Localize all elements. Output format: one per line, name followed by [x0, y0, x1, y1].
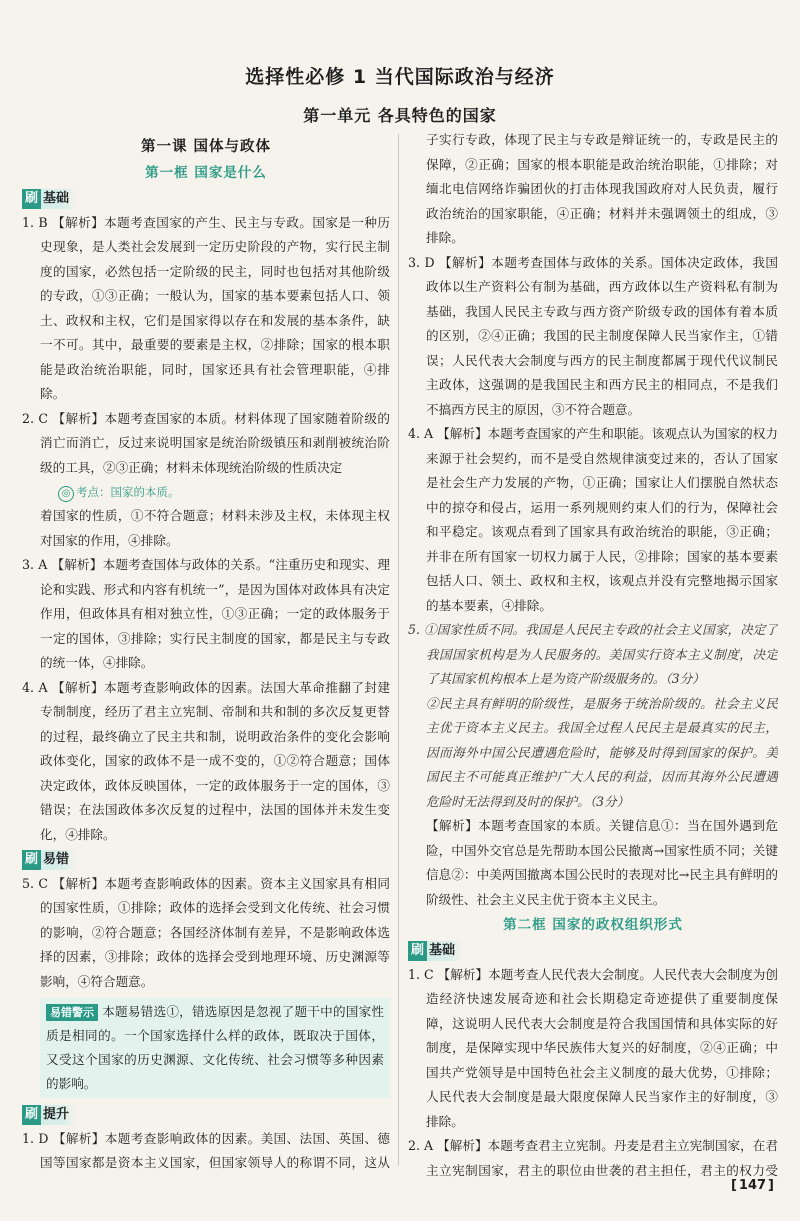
handwritten-answer: 5. ①国家性质不同。我国是人民民主专政的社会主义国家，决定了我国国家机构是为人民服务的。美国实行资本主义制度，决定了其国家机构根本上是为资产阶级服务的。（3分） ②民主具有鲜明的阶级性，是服务于统治阶级的。社会主义民主优于资本主义民主。我国全过程人民民主是最真实的民主，因而海外中国公民遭遇危险时，能够及时得到国家的保护。美国民主不可能真正维护广大人民的利益，因而其海外公民遭遇危险时无法得到及时的保护。（3分） — [408, 622, 778, 809]
exam-point-icon: ◎ — [58, 486, 74, 502]
note-text: 考点：国家的本质。 — [76, 485, 180, 499]
exam-point-note — [22, 482, 390, 502]
answer-item: 4. A 【解析】本题考查影响政体的因素。法国大革命推翻了封建专制制度，经历了君主立宪制、帝制和共和制的多次反复更替的过程，最终确立了民主共和制，说明政治条件的变化会影响政体变化，国家的政体不是一成不变的，①②符合题意；国体决定政体，政体反映国体，一定的政体服务于一定的国体，③错误；在法国政体多次反复的过程中，法国的国体并未发生变化，④排除。 — [22, 679, 390, 842]
page-number: [ 147 ] — [730, 1178, 774, 1193]
answer-item: 1. B 【解析】本题考查国家的产生、民主与专政。国家是一种历史现象，是人类社会发展到一定历史阶段的产物，实行民主制度的国家，必然包括一定阶级的民主，同时也包括对其他阶级的专政，①③正确；一般认为，国家的基本要素包括人口、领土、政权和主权，它们是国家得以存在和发展的基本条件，缺一不可。其中，最重要的要素是主权，②排除；国家的根本职能是政治统治职能，同时，国家还具有社会管理职能，④排除。 — [22, 214, 390, 401]
tag-label: 易错 — [43, 852, 70, 867]
unit-title: 第一单元 各具特色的国家 — [303, 106, 497, 125]
page-header — [0, 62, 800, 126]
answer-item: 1. D 【解析】本题考查影响政体的因素。美国、法国、英国、德国等国家都是资本主义国家，但国家领导人的称谓不同，这从 — [22, 1130, 390, 1170]
shua-icon: 刷 — [408, 941, 427, 961]
tag-basic — [22, 189, 77, 209]
right-column — [408, 128, 778, 1181]
tag-label: 提升 — [43, 1107, 70, 1122]
answer-item: 子实行专政，体现了民主与专政是辩证统一的，专政是民主的保障，②正确；国家的根本职能是政治统治职能，①排除；对缅北电信网络诈骗团伙的打击体现我国政府对人民负责，履行政治统治的国家职能，④正确；材料并未强调领土的组成，③排除。 — [426, 132, 778, 245]
warning-text: 本题易错选①，错选原因是忽视了题干中的国家性质是相同的。一个国家选择什么样的政体，既取决于国体，又受这个国家的历史渊源、文化传统、社会习惯等多种因素的影响。 — [46, 1004, 384, 1091]
shua-icon: 刷 — [22, 850, 41, 870]
tag-improve — [22, 1105, 77, 1125]
mistake-warning-box — [40, 998, 390, 1098]
column-divider — [398, 134, 399, 1166]
lesson-title: 第一课 国体与政体 — [140, 139, 272, 155]
answer-item: 4. A 【解析】本题考查国家的产生和职能。该观点认为国家的权力来源于社会契约，而不是受自然规律演变过来的，否认了国家是社会生产力发展的产物，①正确；国家让人们摆脱自然状态中的掠夺和侵占，运用一系列规则约束人们的行为，保障社会和平稳定。该观点看到了国家具有政治统治的职能，③正确；并非在所有国家一切权力属于人民，②排除；国家的基本要素包括人口、领土、政权和主权，该观点并没有完整地揭示国家的基本要素，④排除。 — [408, 426, 778, 613]
answer-item: 5. C 【解析】本题考查影响政体的因素。资本主义国家具有相同的国家性质，①排除；政体的选择会受到文化传统、社会习惯的影响，②符合题意；各国经济体制有差异，不是影响政体选择的因素，③排除；政体的选择会受到地理环境、历史渊源等影响，④符合题意。 — [22, 875, 390, 989]
answer-analysis: 【解析】本题考查国家的本质。关键信息①：当在国外遇到危险，中国外交官总是先帮助本国公民撤离→国家性质不同；关键信息②：中美两国撤离本国公民时的表现对比→民主具有鲜明的阶级性、社会主义民主优于资本主义民主。 — [426, 818, 778, 907]
shua-icon: 刷 — [22, 1105, 41, 1125]
tag-label: 基础 — [429, 943, 456, 958]
section-title: 第一框 国家是什么 — [145, 165, 267, 181]
section-title-2: 第二框 国家的政权组织形式 — [503, 917, 683, 933]
shua-icon: 刷 — [22, 189, 41, 209]
page-number-value: 147 — [738, 1178, 767, 1193]
tag-mistake — [22, 850, 77, 870]
answer-item: 1. C 【解析】本题考查人民代表大会制度。人民代表大会制度为创造经济快速发展奇迹和社会长期稳定奇迹提供了重要制度保障，这说明人民代表大会制度是符合我国国情和具体实际的好制度，是保障实现中华民族伟大复兴的好制度，②④正确；中国共产党领导是中国特色社会主义制度的最大优势，①排除；人民代表大会制度是最大限度保障人民当家作主的好制度，③排除。 — [408, 966, 778, 1129]
book-title: 选择性必修 1 当代国际政治与经济 — [245, 66, 555, 88]
answer-item: 2. A 【解析】本题考查君主立宪制。丹麦是君主立宪制国家，在君主立宪制国家，君主的职位由世袭的君主担任，君主的权力受 — [408, 1138, 778, 1178]
tag-label: 基础 — [43, 191, 70, 206]
answer-item: 3. A 【解析】本题考查国体与政体的关系。“注重历史和现实、理论和实践、形式和内容有机统一”，是因为国体对政体具有决定作用，但政体具有相对独立性，①③正确；一定的政体服务于一定的国体，③排除；实行民主制度的国家，都是民主与专政的统一体，④排除。 — [22, 557, 390, 670]
tag-basic-2 — [408, 941, 463, 961]
left-column — [22, 134, 390, 1181]
answer-item: 2. C 【解析】本题考查国家的本质。材料体现了国家随着阶级的消亡而消亡，反过来说明国家是统治阶级镇压和剥削被统治阶级的工具，②③正确；材料未体现统治阶级的性质决定 — [22, 410, 390, 475]
warning-badge: 易错警示 — [46, 1004, 98, 1021]
answer-item: 着国家的性质，①不符合题意；材料未涉及主权，未体现主权对国家的作用，④排除。 — [40, 508, 390, 548]
answer-item: 3. D 【解析】本题考查国体与政体的关系。国体决定政体，我国政体以生产资料公有制为基础，西方政体以生产资料私有制为基础，我国人民民主专政与西方资产阶级专政的国体有着本质的区别，②④正确；我国的民主制度保障人民当家作主，①错误；人民代表大会制度与西方的民主制度都属于现代代议制民主政体，这强调的是我国民主和西方民主的相同点，不是我们不搞西方民主的原因，③不符合题意。 — [408, 254, 778, 417]
